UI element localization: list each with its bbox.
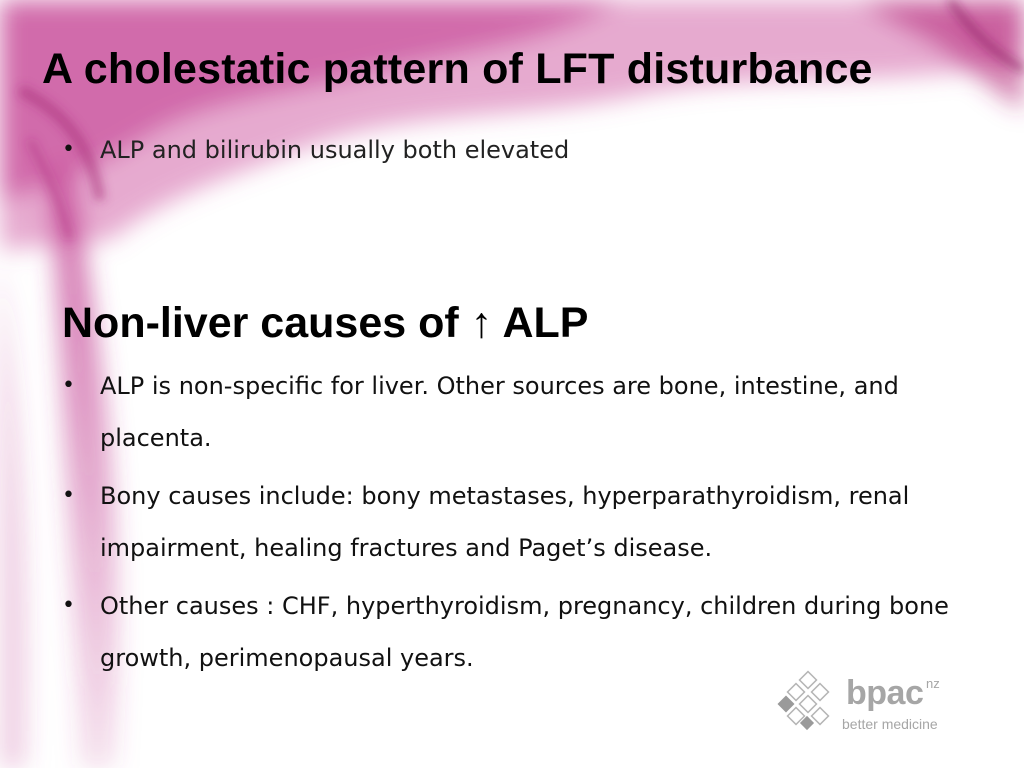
- bullet-list-cholestatic: [62, 124, 962, 176]
- logo-tagline: better medicine: [842, 716, 938, 732]
- bpac-logo: [776, 668, 956, 738]
- logo-wordmark: bpac: [846, 674, 924, 712]
- bullet-text: ALP is non-specific for liver. Other sources are bone, intestine, and placenta.: [100, 372, 899, 452]
- bullet-marker: •: [62, 373, 75, 398]
- bullet-item: [62, 124, 962, 176]
- bullet-text: Other causes : CHF, hyperthyroidism, pregnancy, children during bone growth, perimenopausal years.: [100, 592, 949, 672]
- bullet-marker: •: [62, 593, 75, 618]
- bullet-marker: •: [62, 137, 75, 162]
- bullet-text: ALP and bilirubin usually both elevated: [100, 136, 570, 164]
- bullet-item: [62, 470, 962, 574]
- diamond-grid-icon: [776, 670, 840, 734]
- section-heading: Non-liver causes of ↑ ALP: [62, 299, 589, 347]
- logo-superscript: nz: [926, 676, 940, 691]
- bullet-list-non-liver-causes: [62, 360, 962, 690]
- slide-title: A cholestatic pattern of LFT disturbance: [42, 45, 873, 93]
- bullet-item: [62, 360, 962, 464]
- bullet-marker: •: [62, 483, 75, 508]
- bullet-text: Bony causes include: bony metastases, hyperparathyroidism, renal impairment, healing fractures and Paget’s disease.: [100, 482, 910, 562]
